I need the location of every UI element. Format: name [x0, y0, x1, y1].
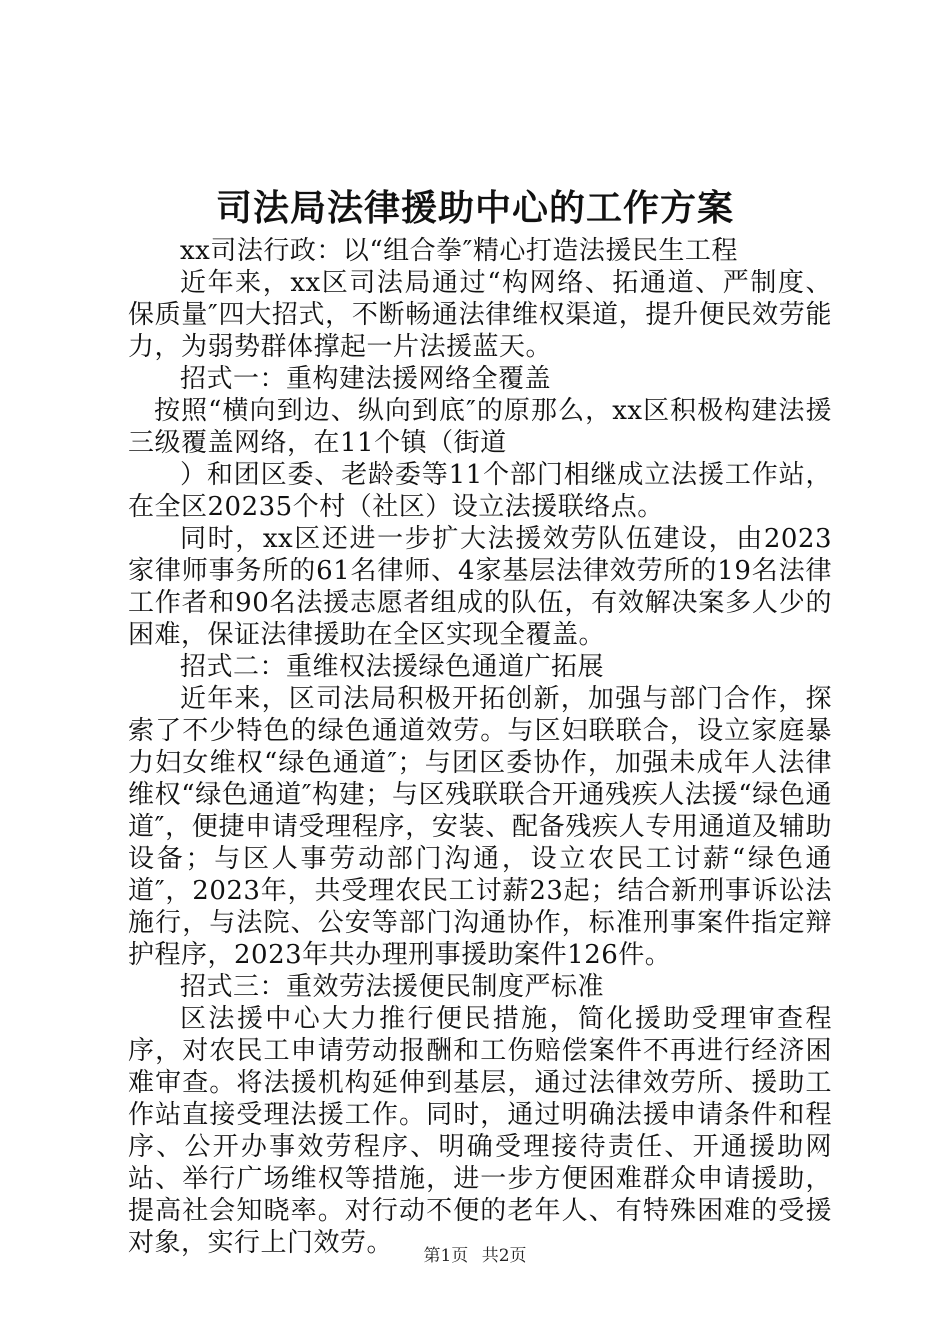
section-heading-3: 招式三：重效劳法援便民制度严标准	[180, 972, 605, 1002]
document-title: 司法局法律援助中心的工作方案	[215, 188, 734, 229]
section-heading-2: 招式二：重维权法援绿色通道广拓展	[180, 652, 605, 682]
page-footer	[0, 1244, 950, 1268]
paragraph-green-channel: 近年来，区司法局积极开拓创新，加强与部门合作，探索了不少特色的绿色通道效劳。与区妇联联合，设立家庭暴力妇女维权“绿色通道″；与团区委协作，加强未成年人法律维权“绿色通道″构建；与区残联联合开通残疾人法援“绿色通道″，便捷申请受理程序，安装、配备残疾人专用通道及辅助设备；与区人事劳动部门沟通，设立农民工讨薪“绿色通道″，2023年，共受理农民工讨薪23起；结合新刑事诉讼法施行，与法院、公安等部门沟通协作，标准刑事案件指定辩护程序，2023年共办理刑事援助案件126件。	[128, 684, 832, 970]
paragraph-convenience: 区法援中心大力推行便民措施，简化援助受理审查程序，对农民工申请劳动报酬和工伤赔偿案件不再进行经济困难审查。将法援机构延伸到基层，通过法律效劳所、援助工作站直接受理法援工作。同时，通过明确法援申请条件和程序、公开办事效劳程序、明确受理接待责任、开通援助网站、举行广场维权等措施，进一步方便困难群众申请援助，提高社会知晓率。对行动不便的老年人、有特殊困难的受援对象，实行上门效劳。	[128, 1004, 832, 1258]
paragraph-team: 同时，xx区还进一步扩大法援效劳队伍建设，由2023家律师事务所的61名律师、4家基层法律效劳所的19名法律工作者和90名法援志愿者组成的队伍，有效解决案多人少的困难，保证法律援助在全区实现全覆盖。	[128, 524, 832, 650]
section-heading-1: 招式一：重构建法援网络全覆盖	[180, 364, 552, 394]
paragraph-intro: 近年来，xx区司法局通过“构网络、拓通道、严制度、保质量″四大招式，不断畅通法律维权渠道，提升便民效劳能力，为弱势群体撑起一片法援蓝天。	[128, 268, 832, 362]
paragraph-network-a: 按照“横向到边、纵向到底″的原那么，xx区积极构建法援三级覆盖网络，在11个镇（街道	[128, 396, 832, 458]
document-body	[128, 235, 832, 1259]
page-number-current: 第1页	[423, 1246, 469, 1266]
paragraph-subtitle: xx司法行政：以“组合拳″精心打造法援民生工程	[180, 236, 738, 266]
paragraph-network-b: ）和团区委、老龄委等11个部门相继成立法援工作站，在全区20235个村（社区）设立法援联络点。	[128, 460, 832, 522]
page-number-total: 共2页	[481, 1246, 527, 1266]
